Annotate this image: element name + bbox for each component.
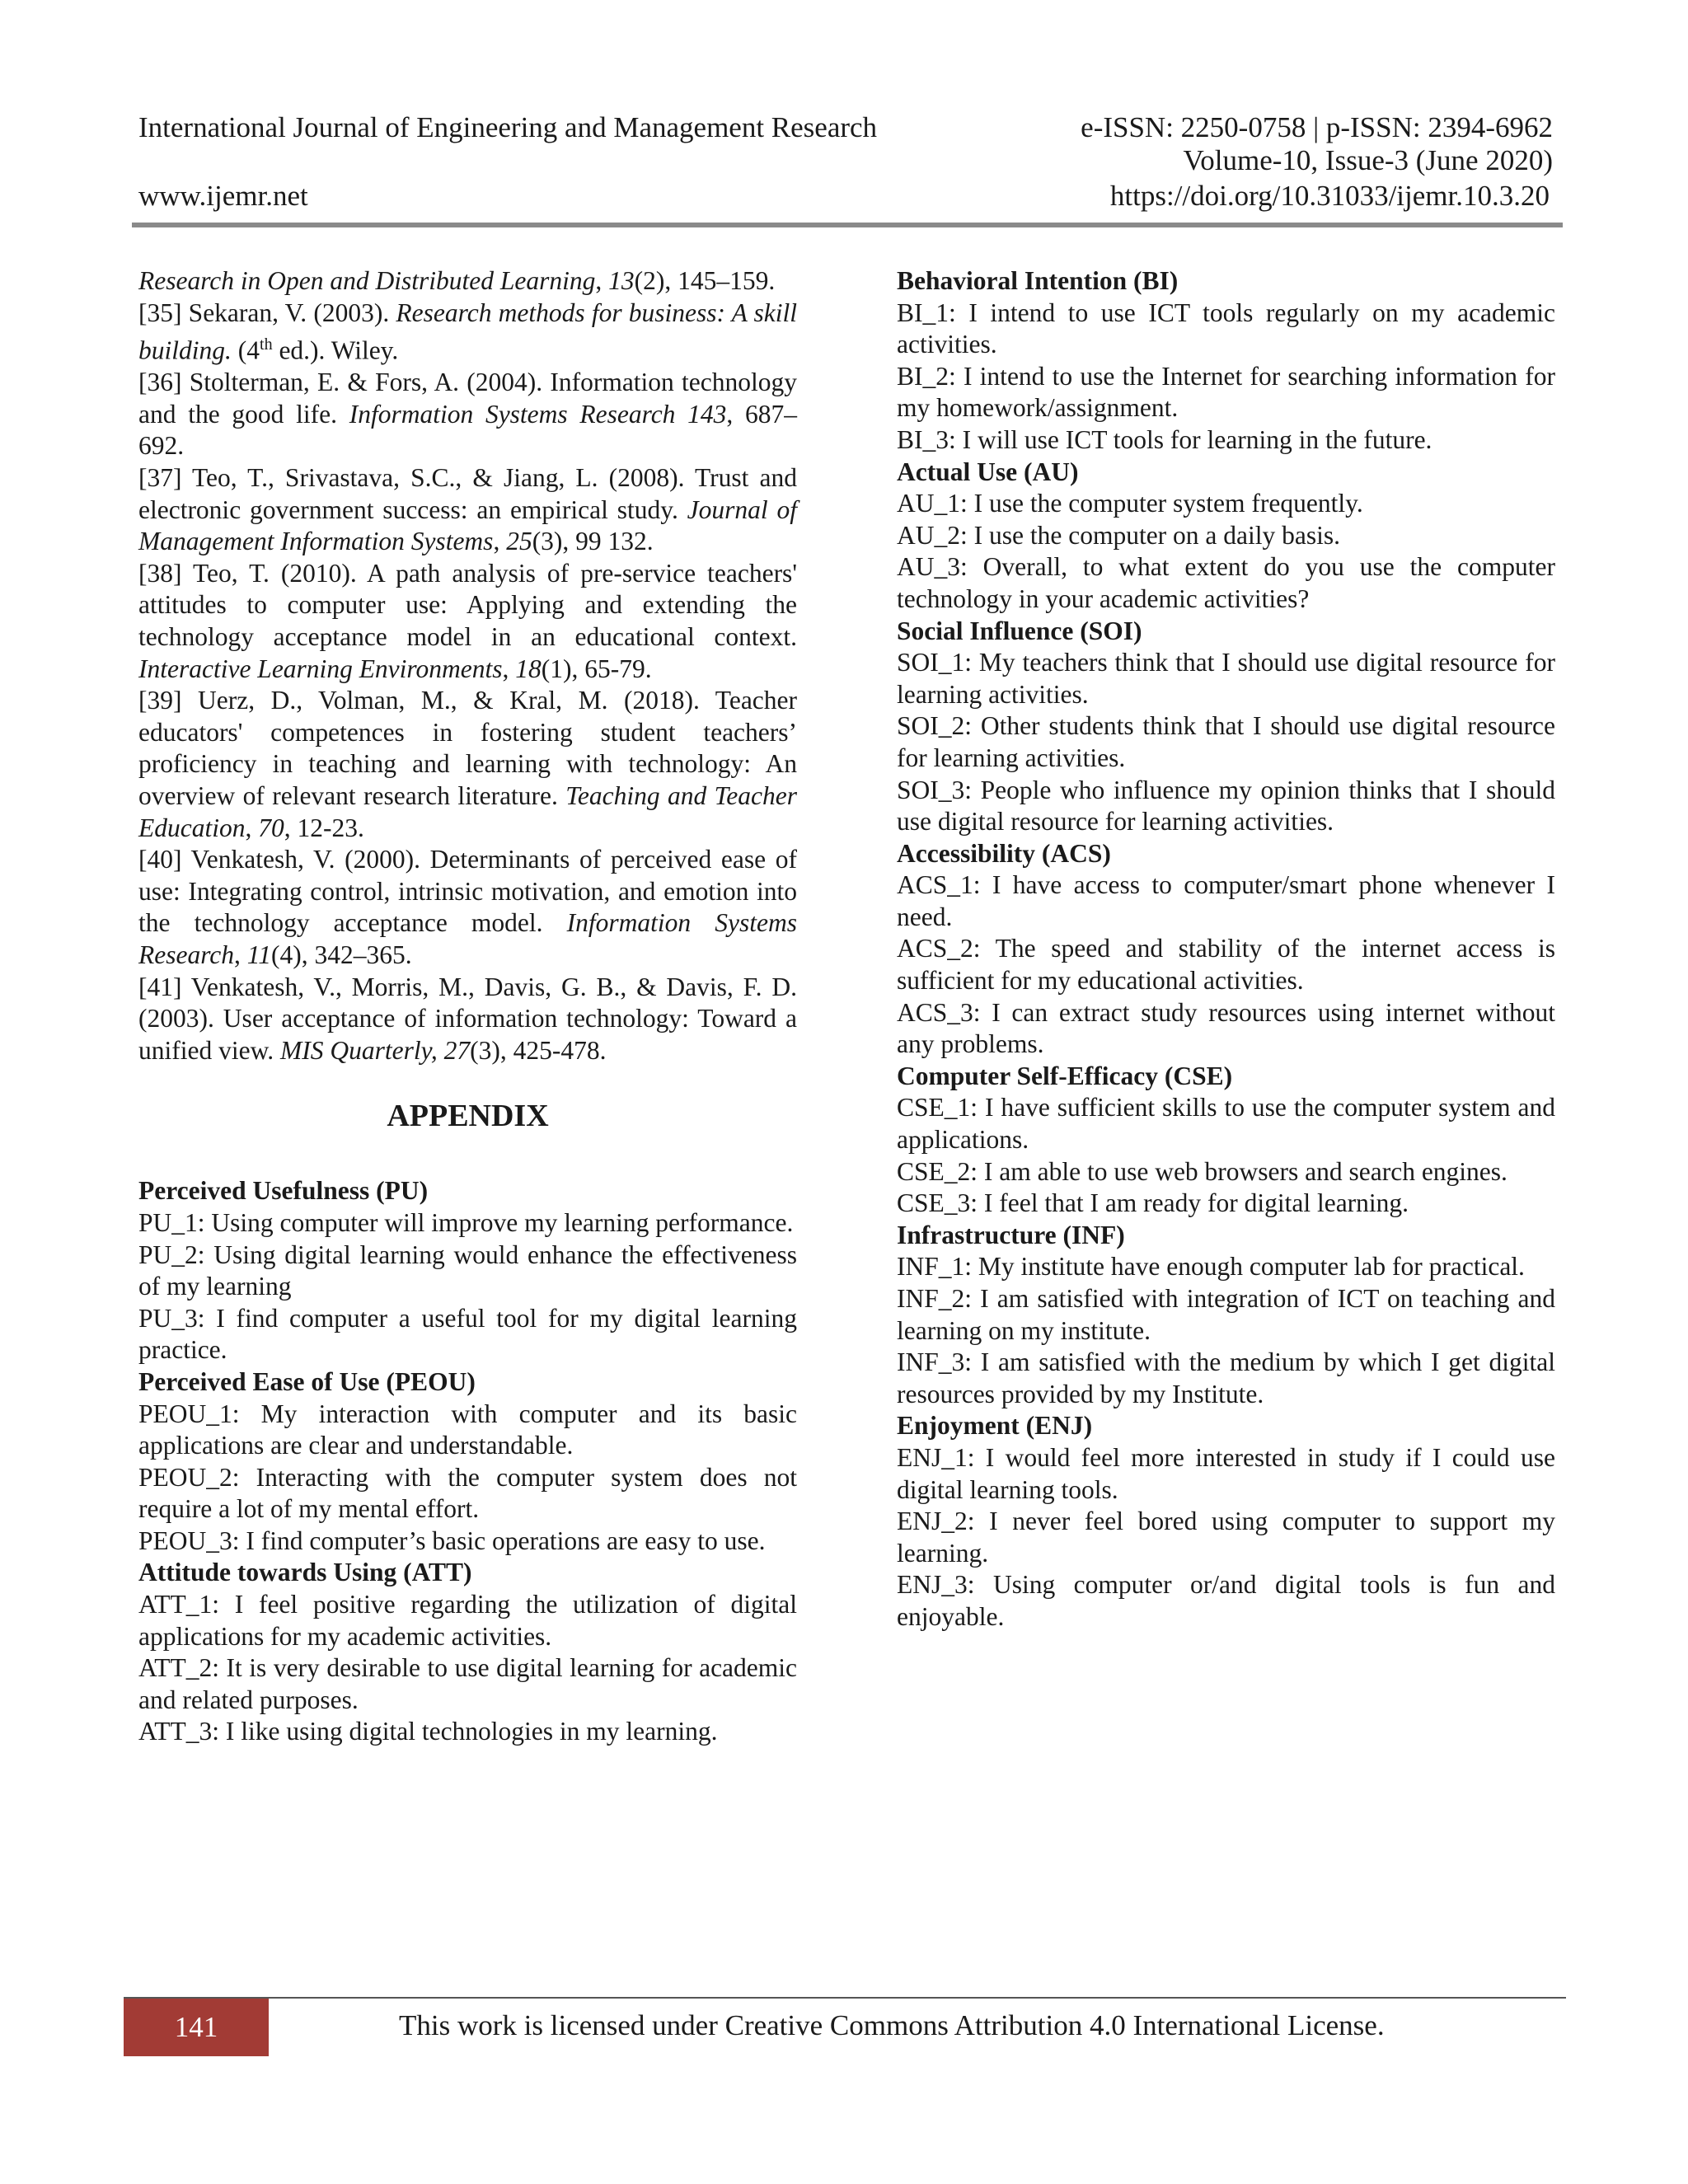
questionnaire-item: ATT_1: I feel positive regarding the utilization of digital applications for my academic activities. (138, 1590, 797, 1651)
reference-39: [39] Uerz, D., Volman, M., & Kral, M. (2018). Teacher educators' competences in fostering student teachers’ proficiency in teaching and learning with technology: An overview of relevant research literature. Teaching and Teacher Education, 70, 12-23. (138, 686, 797, 842)
reference-37: [37] Teo, T., Srivastava, S.C., & Jiang, L. (2008). Trust and electronic government success: an empirical study. Journal of Management Information Systems, 25(3), 99 132. (138, 463, 797, 556)
section-heading: Actual Use (AU) (897, 457, 1079, 486)
questionnaire-item: ATT_3: I like using digital technologies in my learning. (138, 1717, 718, 1746)
section-heading: Perceived Ease of Use (PEOU) (138, 1366, 476, 1396)
license-notice: This work is licensed under Creative Commons Attribution 4.0 International License. (399, 2009, 1385, 2041)
questionnaire-item: PEOU_2: Interacting with the computer system does not require a lot of my mental effort. (138, 1462, 797, 1524)
questionnaire-item: BI_2: I intend to use the Internet for searching information for my homework/assignment. (897, 361, 1555, 423)
reference-34-continued: Research in Open and Distributed Learning, 13(2), 145–159. (138, 266, 776, 295)
questionnaire-item: INF_3: I am satisfied with the medium by which I get digital resources provided by my Institute. (897, 1347, 1555, 1408)
questionnaire-item: SOI_3: People who influence my opinion thinks that I should use digital resource for learning activities. (897, 775, 1555, 837)
questionnaire-item: INF_1: My institute have enough computer lab for practical. (897, 1252, 1525, 1282)
left-column (138, 265, 797, 1748)
questionnaire-item: ACS_2: The speed and stability of the internet access is sufficient for my educational activities. (897, 934, 1555, 996)
questionnaire-item: PU_3: I find computer a useful tool for my digital learning practice. (138, 1303, 797, 1365)
section-heading: Enjoyment (ENJ) (897, 1411, 1093, 1441)
section-heading: Perceived Usefulness (PU) (138, 1176, 429, 1206)
header-divider (132, 223, 1563, 227)
questionnaire-item: AU_3: Overall, to what extent do you use the computer technology in your academic activities? (897, 552, 1555, 613)
section-heading: Social Influence (SOI) (897, 616, 1142, 645)
questionnaire-item: ENJ_3: Using computer or/and digital tools is fun and enjoyable. (897, 1570, 1555, 1631)
questionnaire-item: ENJ_2: I never feel bored using computer to support my learning. (897, 1507, 1555, 1568)
reference-41: [41] Venkatesh, V., Morris, M., Davis, G. B., & Davis, F. D. (2003). User acceptance of information technology: Toward a unified view. MIS Quarterly, 27(3), 425-478. (138, 972, 797, 1065)
journal-website[interactable]: www.ijemr.net (138, 180, 308, 212)
reference-35: [35] Sekaran, V. (2003). Research methods for business: A skill building. (4th ed.). Wiley. (138, 298, 797, 365)
footer-divider (124, 1997, 1566, 1999)
appendix-left-sections (138, 1175, 797, 1748)
questionnaire-item: BI_3: I will use ICT tools for learning in the future. (897, 424, 1432, 454)
section-heading: Computer Self-Efficacy (CSE) (897, 1061, 1233, 1090)
right-column (897, 265, 1555, 1633)
questionnaire-item: PEOU_1: My interaction with computer and its basic applications are clear and understandable. (138, 1399, 797, 1460)
questionnaire-item: INF_2: I am satisfied with integration of ICT on teaching and learning on my institute. (897, 1284, 1555, 1345)
questionnaire-item: AU_1: I use the computer system frequently. (897, 489, 1363, 518)
section-heading: Infrastructure (INF) (897, 1220, 1125, 1249)
reference-38: [38] Teo, T. (2010). A path analysis of pre-service teachers' attitudes to computer use: Applying and extending the technology acceptance model in an educational context. Interactive Learning Environments, 18(1), 65-79. (138, 558, 797, 683)
section-heading: Behavioral Intention (BI) (897, 266, 1179, 295)
volume-issue: Volume-10, Issue-3 (June 2020) (1183, 144, 1553, 176)
page-number: 141 (124, 1999, 269, 2056)
questionnaire-item: ACS_3: I can extract study resources using internet without any problems. (897, 997, 1555, 1059)
appendix-title: APPENDIX (387, 1099, 549, 1134)
section-heading: Attitude towards Using (ATT) (138, 1558, 472, 1587)
doi-link[interactable]: https://doi.org/10.31033/ijemr.10.3.20 (1109, 180, 1550, 212)
section-heading: Accessibility (ACS) (897, 838, 1111, 868)
questionnaire-item: BI_1: I intend to use ICT tools regularly on my academic activities. (897, 298, 1555, 359)
questionnaire-item: ACS_1: I have access to computer/smart phone whenever I need. (897, 870, 1555, 931)
questionnaire-item: PU_1: Using computer will improve my learning performance. (138, 1207, 794, 1237)
issn-line: e-ISSN: 2250-0758 | p-ISSN: 2394-6962 (1081, 111, 1553, 143)
questionnaire-item: ENJ_1: I would feel more interested in study if I could use digital learning tools. (897, 1442, 1555, 1504)
questionnaire-item: CSE_3: I feel that I am ready for digital learning. (897, 1188, 1409, 1218)
appendix-right-sections (897, 265, 1555, 1633)
questionnaire-item: SOI_2: Other students think that I should use digital resource for learning activities. (897, 711, 1555, 772)
questionnaire-item: PEOU_3: I find computer’s basic operations are easy to use. (138, 1526, 766, 1555)
questionnaire-item: AU_2: I use the computer on a daily basis. (897, 520, 1341, 550)
reference-40: [40] Venkatesh, V. (2000). Determinants of perceived ease of use: Integrating control, intrinsic motivation, and emotion into the technology acceptance model. Information Systems Research, 11(4), 342–365. (138, 845, 798, 969)
questionnaire-item: CSE_1: I have sufficient skills to use the computer system and applications. (897, 1093, 1555, 1155)
questionnaire-item: CSE_2: I am able to use web browsers and search engines. (897, 1156, 1507, 1186)
questionnaire-item: SOI_1: My teachers think that I should use digital resource for learning activities. (897, 648, 1555, 709)
reference-36: [36] Stolterman, E. & Fors, A. (2004). Information technology and the good life. Information Systems Research 143, 687–692. (138, 368, 798, 461)
questionnaire-item: PU_2: Using digital learning would enhance the effectiveness of my learning (138, 1240, 797, 1301)
questionnaire-item: ATT_2: It is very desirable to use digital learning for academic and related purposes. (138, 1653, 797, 1714)
journal-name: International Journal of Engineering and Management Research (138, 111, 878, 143)
